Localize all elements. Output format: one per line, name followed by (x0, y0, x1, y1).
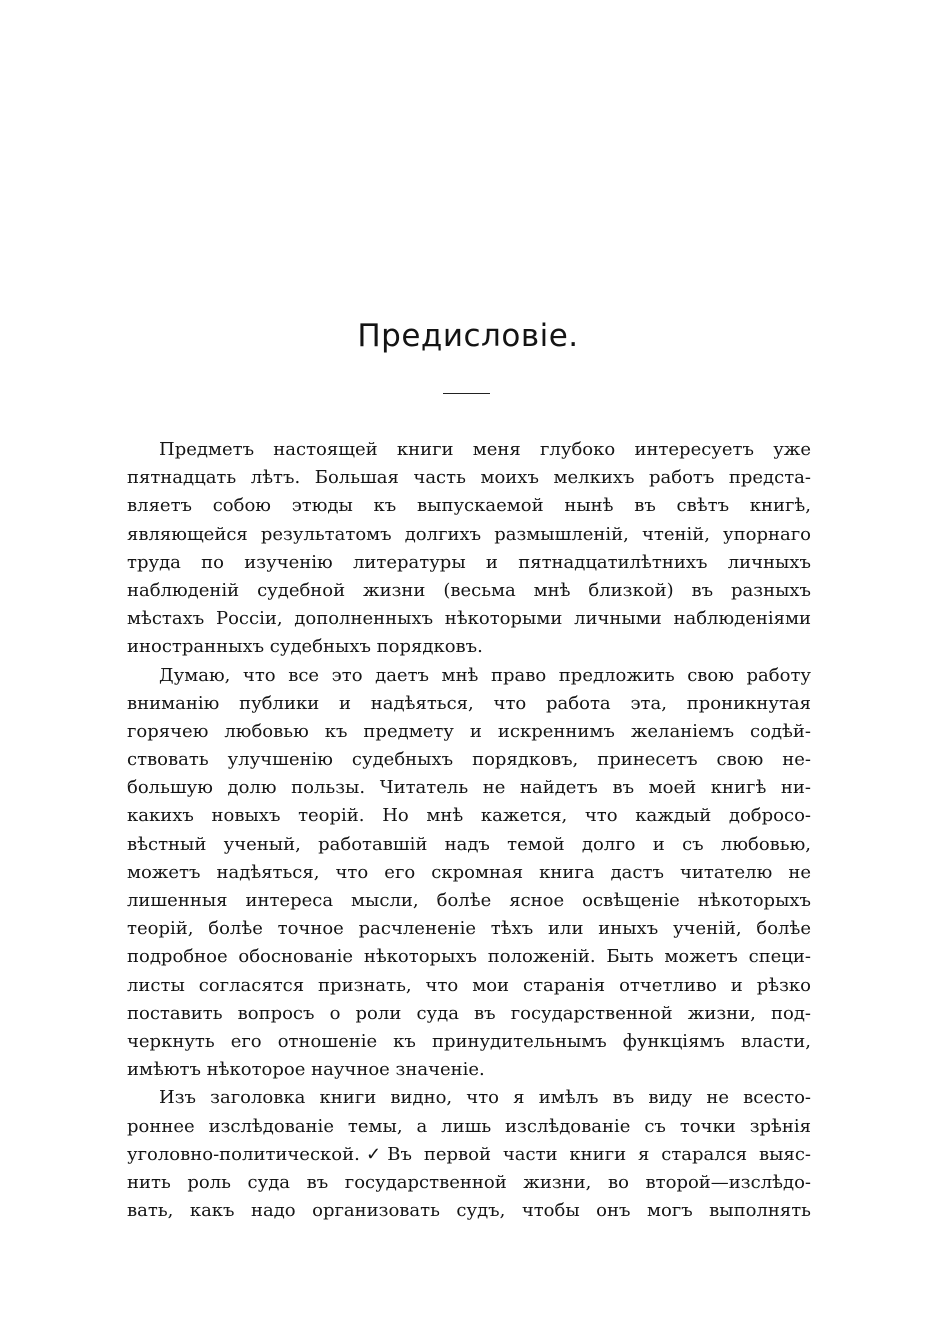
text-line: наблюденій судебной жизни (весьма мнѣ близкой) въ разныхъ (127, 579, 811, 601)
text-line: большую долю пользы. Читатель не найдетъ въ моей книгѣ ни- (127, 777, 811, 799)
page-title: Предисловіе. (357, 318, 579, 354)
text-line: Изъ заголовка книги видно, что я имѣлъ въ виду не всесто- (159, 1087, 811, 1109)
text-line: иностранныхъ судебныхъ порядковъ. (127, 636, 483, 658)
text-line: подробное обоснованіе нѣкоторыхъ положеній. Быть можетъ специ- (127, 946, 811, 968)
text-line: листы согласятся признать, что мои старанія отчетливо и рѣзко (127, 974, 811, 996)
text-line: можетъ надѣяться, что его скромная книга дастъ читателю не (127, 861, 811, 883)
text-line: Думаю, что все это даетъ мнѣ право предложить свою работу (159, 664, 811, 686)
text-line: нить роль суда въ государственной жизни, во второй—изслѣдо- (127, 1171, 811, 1193)
text-line: вниманію публики и надѣяться, что работа эта, проникнутая (127, 692, 811, 714)
text-line: вѣстный ученый, работавшій надъ темой долго и съ любовью, (127, 833, 811, 855)
text-line: роннее изслѣдованіе темы, а лишь изслѣдованіе съ точки зрѣнія (127, 1115, 811, 1137)
text-line: вляетъ собою этюды къ выпускаемой нынѣ въ свѣтъ книгѣ, (127, 495, 811, 517)
text-line: лишенныя интереса мысли, болѣе ясное освѣщеніе нѣкоторыхъ (127, 890, 811, 911)
text-line: какихъ новыхъ теорій. Но мнѣ кажется, что каждый добросо- (127, 805, 811, 827)
text-line: являющейся результатомъ долгихъ размышленій, чтеній, упорнаго (127, 523, 811, 545)
title-divider (443, 393, 490, 394)
text-line: уголовно-политической.✓Въ первой части книги я старался выяс- (127, 1143, 811, 1165)
text-line: мѣстахъ Россіи, дополненныхъ нѣкоторыми личными наблюденіями (127, 608, 811, 630)
preface-text (127, 436, 811, 1225)
text-line: горячею любовью къ предмету и искреннимъ желаніемъ содѣй- (127, 720, 811, 742)
text-line: труда по изученію литературы и пятнадцатилѣтнихъ личныхъ (127, 551, 811, 573)
text-line: имѣютъ нѣкоторое научное значеніе. (127, 1059, 485, 1081)
text-line: Предметъ настоящей книги меня глубоко интересуетъ уже (159, 439, 811, 460)
text-line: ствовать улучшенію судебныхъ порядковъ, принесетъ свою не- (127, 749, 811, 771)
text-line: пятнадцать лѣтъ. Большая часть моихъ мелкихъ работъ предста- (127, 467, 811, 489)
text-line: поставить вопросъ о роли суда въ государственной жизни, под- (127, 1002, 811, 1024)
text-line: черкнуть его отношеніе къ принудительнымъ функціямъ власти, (127, 1030, 811, 1052)
text-line: вать, какъ надо организовать судъ, чтобы онъ могъ выполнять (127, 1200, 811, 1222)
text-line: теорій, болѣе точное расчлененіе тѣхъ или иныхъ ученій, болѣе (127, 918, 811, 940)
